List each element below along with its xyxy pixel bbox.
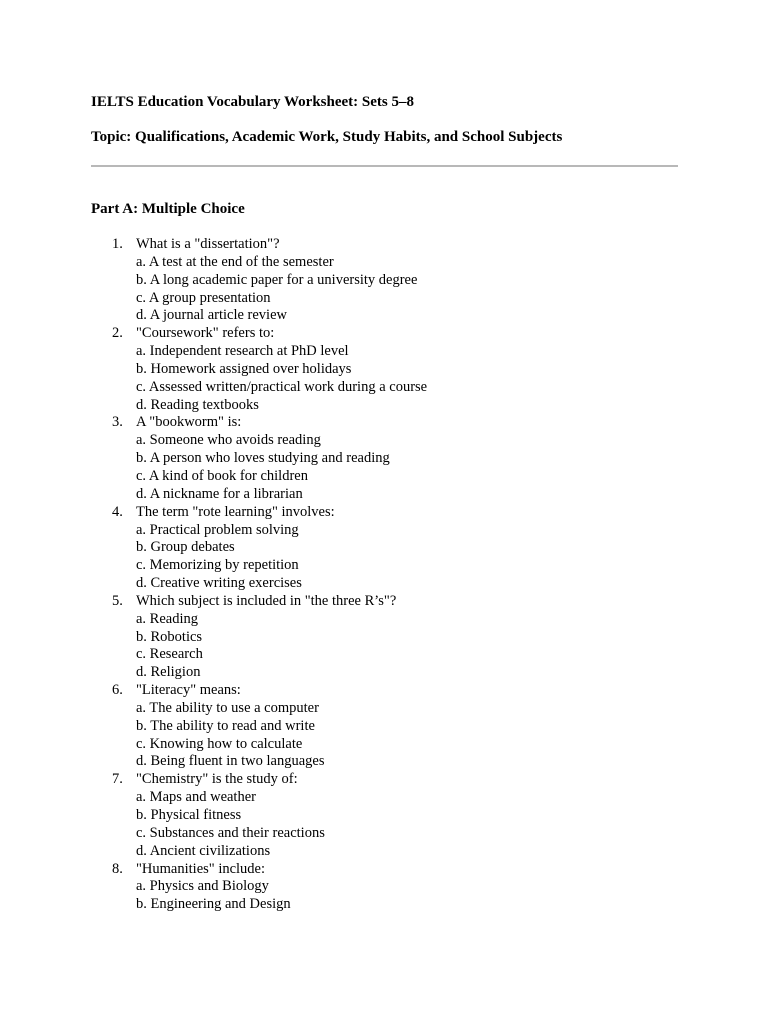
answer-option: a. The ability to use a computer	[136, 699, 319, 716]
answer-option: b. Physical fitness	[136, 807, 242, 823]
answer-option: c. Substances and their reactions	[136, 824, 325, 841]
worksheet-page	[91, 93, 678, 914]
answer-option: a. Independent research at PhD level	[136, 343, 349, 360]
answer-option: d. Ancient civilizations	[136, 842, 271, 859]
answer-option: b. A long academic paper for a university degree	[136, 271, 418, 288]
answer-option: c. Knowing how to calculate	[136, 735, 303, 752]
answer-option: d. Religion	[136, 664, 201, 681]
question-text: The term "rote learning" involves:	[136, 503, 335, 520]
question-number: 6.	[112, 682, 123, 699]
question-text: "Coursework" refers to:	[136, 325, 275, 342]
answer-option: b. The ability to read and write	[136, 717, 315, 734]
answer-option: d. Being fluent in two languages	[136, 753, 325, 770]
answer-option: c. A group presentation	[136, 289, 271, 306]
part-a-heading: Part A: Multiple Choice	[91, 201, 245, 217]
answer-option: a. Practical problem solving	[136, 521, 299, 538]
answer-option: a. Physics and Biology	[136, 878, 269, 895]
answer-option: d. A nickname for a librarian	[136, 485, 303, 502]
question-number: 1.	[112, 236, 123, 252]
question-text: "Literacy" means:	[136, 682, 241, 699]
answer-option: d. Reading textbooks	[136, 396, 259, 413]
answer-option: c. A kind of book for children	[136, 467, 308, 484]
answer-option: b. Robotics	[136, 628, 203, 645]
question-text: What is a "dissertation"?	[136, 236, 280, 252]
question-text: "Humanities" include:	[136, 860, 266, 877]
question-item	[91, 504, 678, 593]
answer-option: b. Engineering and Design	[136, 896, 291, 913]
question-list	[91, 236, 678, 914]
answer-option: c. Research	[136, 646, 203, 663]
answer-option: d. Creative writing exercises	[136, 575, 302, 592]
question-item	[91, 414, 678, 503]
question-number: 7.	[112, 771, 123, 788]
answer-option: b. Homework assigned over holidays	[136, 360, 352, 377]
question-number: 4.	[112, 503, 123, 520]
horizontal-divider	[91, 165, 678, 167]
question-number: 5.	[112, 592, 123, 609]
question-item	[91, 771, 678, 860]
question-text: "Chemistry" is the study of:	[136, 771, 298, 788]
question-item	[91, 861, 678, 915]
question-number: 3.	[112, 414, 123, 431]
answer-option: a. A test at the end of the semester	[136, 253, 334, 270]
question-item	[91, 325, 678, 414]
worksheet-title: IELTS Education Vocabulary Worksheet: Sets 5–8	[91, 94, 414, 110]
worksheet-topic: Topic: Qualifications, Academic Work, Study Habits, and School Subjects	[91, 129, 563, 145]
answer-option: b. Group debates	[136, 539, 235, 556]
question-text: Which subject is included in "the three R’s"?	[136, 592, 397, 609]
question-number: 8.	[112, 860, 123, 877]
answer-option: a. Maps and weather	[136, 789, 256, 806]
answer-option: d. A journal article review	[136, 307, 287, 324]
answer-option: a. Someone who avoids reading	[136, 432, 321, 449]
question-item	[91, 236, 678, 325]
answer-option: c. Memorizing by repetition	[136, 557, 299, 574]
question-text: A "bookworm" is:	[136, 414, 242, 431]
answer-option: b. A person who loves studying and reading	[136, 450, 390, 467]
question-number: 2.	[112, 325, 123, 342]
answer-option: c. Assessed written/practical work during a course	[136, 378, 428, 395]
answer-option: a. Reading	[136, 610, 199, 627]
question-item	[91, 682, 678, 771]
question-item	[91, 593, 678, 682]
